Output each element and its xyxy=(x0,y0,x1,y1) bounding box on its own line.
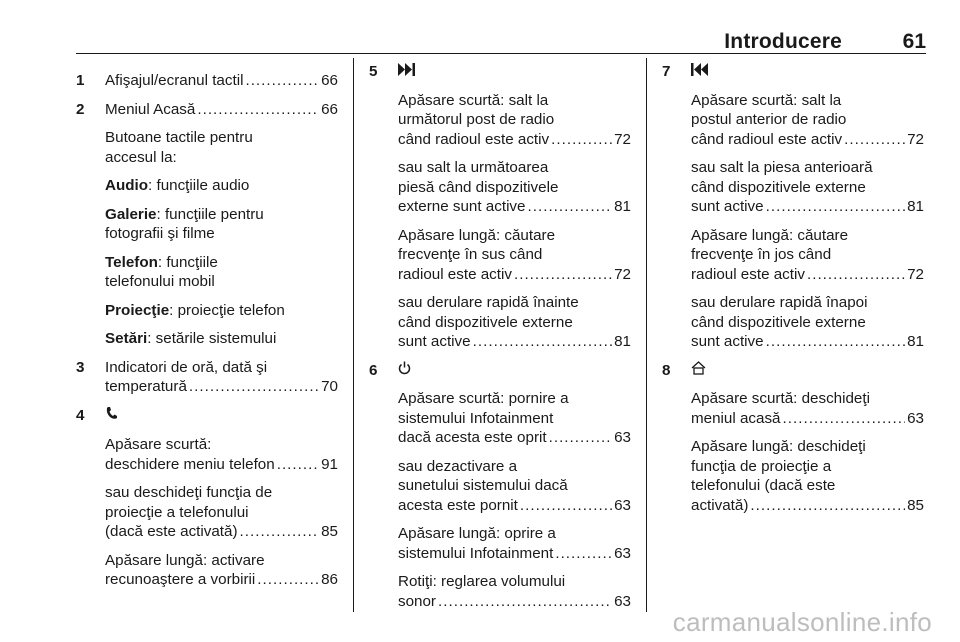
description-paragraph xyxy=(105,435,338,474)
entry-text xyxy=(105,100,195,120)
text-line xyxy=(398,313,631,333)
legend-number: 3 xyxy=(76,358,85,376)
line-text: Apăsare scurtă: xyxy=(105,436,212,453)
entry-text xyxy=(105,254,218,271)
legend-number: 7 xyxy=(662,63,671,80)
toc-entry xyxy=(398,197,631,217)
entry-text xyxy=(398,246,542,263)
page-reference: 70 xyxy=(321,378,338,395)
line-text: telefonului mobil xyxy=(105,273,215,290)
description-paragraph xyxy=(691,389,924,428)
text-line xyxy=(691,313,924,333)
line-text: sau derulare rapidă înainte xyxy=(398,294,579,311)
bold-term: Setări xyxy=(105,330,148,347)
legend-number: 8 xyxy=(662,361,671,379)
text-line xyxy=(105,301,338,321)
page-reference: 72 xyxy=(907,265,924,283)
line-text: sistemului Infotainment xyxy=(398,409,554,427)
line-text: (dacă este activată) xyxy=(105,523,238,540)
dot-leader xyxy=(473,332,612,352)
toc-entry xyxy=(691,130,924,150)
description-paragraph xyxy=(398,91,631,150)
entry-text xyxy=(691,314,866,331)
line-text: când dispozitivele externe xyxy=(691,178,866,196)
dot-leader xyxy=(750,496,905,516)
legend-item-7 xyxy=(662,62,924,352)
watermark: carmanualsonline.info xyxy=(672,607,932,637)
line-text: dacă acesta este oprit xyxy=(398,429,547,446)
text-line xyxy=(105,253,338,273)
entry-text xyxy=(691,294,867,311)
line-text: Apăsare lungă: deschideţi xyxy=(691,438,866,455)
description-paragraph xyxy=(105,329,338,349)
toc-entry xyxy=(105,455,338,475)
toc-entry xyxy=(105,570,338,590)
line-text: : funcţiile pentru xyxy=(156,205,264,223)
text-line xyxy=(691,110,924,130)
line-text: Apăsare lungă: oprire a xyxy=(398,525,556,542)
entry-text xyxy=(105,455,275,475)
text-line xyxy=(691,389,924,409)
line-text: activată) xyxy=(691,496,749,514)
legend-number: 2 xyxy=(76,100,85,118)
entry-text xyxy=(398,592,436,612)
entry-text xyxy=(398,314,573,331)
dot-leader xyxy=(766,332,905,352)
line-text: accesul la: xyxy=(105,148,177,166)
text-line xyxy=(398,293,631,313)
column-3 xyxy=(662,62,924,524)
bold-term: Proiecţie xyxy=(105,301,170,319)
text-line xyxy=(398,389,631,409)
text-line xyxy=(691,226,924,246)
page-reference: 81 xyxy=(614,198,631,215)
dot-leader xyxy=(514,265,612,285)
line-text: Apăsare scurtă: pornire a xyxy=(398,390,569,407)
line-text: sau salt la piesa anterioară xyxy=(691,159,873,176)
line-text: Indicatori de oră, dată şi xyxy=(105,358,268,376)
text-line xyxy=(105,205,338,225)
dot-leader xyxy=(527,197,612,217)
entry-text xyxy=(398,458,517,475)
text-line xyxy=(398,476,631,496)
line-text: meniul acasă xyxy=(691,409,781,427)
line-text: când dispozitivele externe xyxy=(398,313,573,331)
entry-text xyxy=(398,159,548,176)
legend-item-2 xyxy=(76,100,338,349)
line-text: Apăsare scurtă: salt la xyxy=(398,91,549,109)
entry-text xyxy=(691,332,764,352)
line-text: sistemului Infotainment xyxy=(398,544,554,562)
entry-text xyxy=(691,159,873,176)
page-reference: 72 xyxy=(614,265,631,283)
line-text: radioul este activ xyxy=(691,265,805,283)
entry-text xyxy=(398,197,525,217)
line-text: Apăsare scurtă: deschideţi xyxy=(691,390,870,407)
text-line xyxy=(691,178,924,198)
entry-text xyxy=(398,332,471,352)
entry-text xyxy=(105,570,255,590)
toc-entry xyxy=(691,332,924,352)
column-divider-1 xyxy=(353,58,354,612)
line-text: sau salt la următoarea xyxy=(398,159,549,176)
text-line xyxy=(105,128,338,148)
line-text: telefonului (dacă este xyxy=(691,477,836,494)
text-line xyxy=(398,524,631,544)
entry-text xyxy=(105,177,249,194)
entry-text xyxy=(398,410,553,427)
legend-item-8 xyxy=(662,361,924,516)
header-rule xyxy=(76,53,926,54)
column-divider-2 xyxy=(646,58,647,612)
page-reference: 91 xyxy=(321,455,338,473)
toc-entry xyxy=(398,544,631,564)
line-text: piesă când dispozitivele xyxy=(398,178,559,196)
toc-entry xyxy=(105,522,338,542)
bold-term: Telefon xyxy=(105,253,158,271)
text-line xyxy=(105,435,338,455)
entry-text xyxy=(691,179,866,196)
entry-text xyxy=(105,302,285,319)
description-paragraph xyxy=(691,158,924,217)
legend-number: 6 xyxy=(369,361,378,379)
page-reference: 85 xyxy=(321,523,338,540)
toc-entry xyxy=(105,100,338,120)
line-text: : funcţiile xyxy=(157,253,218,271)
dot-leader xyxy=(245,71,319,91)
page-reference: 81 xyxy=(614,333,631,350)
line-text: : funcţiile audio xyxy=(148,177,250,194)
line-text: când radioul este activ xyxy=(398,130,550,148)
page-reference: 66 xyxy=(321,72,338,89)
entry-text xyxy=(691,111,846,128)
line-text: proiecţie a telefonului xyxy=(105,503,249,521)
description-paragraph xyxy=(105,551,338,590)
toc-entry xyxy=(691,409,924,429)
text-line xyxy=(105,503,338,523)
entry-text xyxy=(398,227,555,244)
entry-text xyxy=(398,265,512,285)
page-reference: 81 xyxy=(907,333,924,350)
text-line xyxy=(691,476,924,496)
text-line xyxy=(691,437,924,457)
line-text: Apăsare lungă: căutare xyxy=(398,226,556,244)
entry-text xyxy=(398,111,554,128)
text-line xyxy=(398,91,631,111)
next-track-icon xyxy=(398,62,416,82)
entry-text xyxy=(398,525,556,542)
line-text: Rotiţi: reglarea volumului xyxy=(398,573,566,590)
line-text: Apăsare lungă: activare xyxy=(105,551,265,569)
line-text: externe sunt active xyxy=(398,198,526,215)
text-line xyxy=(105,329,338,349)
legend-number: 5 xyxy=(369,63,378,80)
text-line xyxy=(105,551,338,571)
entry-text xyxy=(398,544,553,564)
phone-icon xyxy=(105,406,117,426)
line-text: : proiecţie telefon xyxy=(169,301,285,319)
text-line xyxy=(398,457,631,477)
entry-text xyxy=(105,129,253,146)
toc-entry xyxy=(398,592,631,612)
line-text: sunt active xyxy=(398,333,471,350)
line-text: Apăsare scurtă: salt la xyxy=(691,91,842,109)
entry-text xyxy=(105,522,238,542)
line-text: radioul este activ xyxy=(398,265,512,283)
description-paragraph xyxy=(105,100,338,120)
page-reference: 63 xyxy=(614,429,631,446)
entry-text xyxy=(398,130,549,150)
line-text: când dispozitivele externe xyxy=(691,313,866,331)
page-reference: 63 xyxy=(907,409,924,427)
entry-text xyxy=(105,359,267,376)
page-reference: 72 xyxy=(614,130,631,148)
bold-term: Audio xyxy=(105,177,149,194)
text-line xyxy=(105,483,338,503)
line-text: sunt active xyxy=(691,198,764,215)
entry-text xyxy=(691,246,831,263)
text-line xyxy=(691,91,924,111)
text-line xyxy=(691,245,924,265)
entry-text xyxy=(105,552,265,569)
text-line xyxy=(105,224,338,244)
line-text: deschidere meniu telefon xyxy=(105,455,275,473)
toc-entry xyxy=(398,428,631,448)
description-paragraph xyxy=(105,358,338,397)
text-line xyxy=(105,148,338,168)
entry-text xyxy=(105,484,272,501)
text-line xyxy=(398,409,631,429)
text-line xyxy=(691,293,924,313)
text-line xyxy=(398,245,631,265)
previous-track-icon xyxy=(691,62,709,82)
entry-text xyxy=(691,477,835,494)
text-line xyxy=(398,110,631,130)
description-paragraph xyxy=(691,437,924,515)
legend-number: 1 xyxy=(76,72,85,89)
toc-entry xyxy=(398,130,631,150)
text-line xyxy=(691,158,924,178)
entry-text xyxy=(398,390,569,407)
description-paragraph xyxy=(398,457,631,516)
line-text: Meniul Acasă xyxy=(105,100,196,118)
line-text: funcţia de proiecţie a xyxy=(691,457,832,475)
entry-text xyxy=(105,330,276,347)
toc-entry xyxy=(691,496,924,516)
entry-text xyxy=(105,71,243,91)
line-text: fotografii şi filme xyxy=(105,225,215,242)
description-paragraph xyxy=(398,524,631,563)
line-text: sau dezactivare a xyxy=(398,457,518,475)
entry-text xyxy=(105,206,264,223)
entry-text xyxy=(691,438,866,455)
dot-leader xyxy=(807,265,905,285)
description-paragraph xyxy=(105,253,338,292)
dot-leader xyxy=(240,522,320,542)
entry-text xyxy=(105,504,249,521)
line-text: recunoaştere a vorbirii xyxy=(105,571,256,588)
text-line xyxy=(398,572,631,592)
entry-text xyxy=(398,477,568,494)
toc-entry xyxy=(105,71,338,91)
legend-item-5 xyxy=(369,62,631,352)
text-line xyxy=(398,158,631,178)
text-line xyxy=(398,226,631,246)
entry-text xyxy=(398,428,547,448)
home-icon xyxy=(691,361,706,381)
line-text: sau deschideţi funcţia de xyxy=(105,484,273,501)
line-text: când radioul este activ xyxy=(691,130,843,148)
legend-item-3 xyxy=(76,358,338,397)
page-header-title: Introducere xyxy=(724,30,842,53)
bold-term: Galerie xyxy=(105,205,157,223)
line-text: următorul post de radio xyxy=(398,111,555,128)
entry-text xyxy=(691,496,748,516)
toc-entry xyxy=(105,377,338,397)
line-text: : setările sistemului xyxy=(147,330,277,347)
entry-text xyxy=(105,436,211,453)
line-text: Afişajul/ecranul tactil xyxy=(105,72,244,89)
entry-text xyxy=(691,390,870,407)
line-text: sunt active xyxy=(691,333,764,350)
text-line xyxy=(691,457,924,477)
description-paragraph xyxy=(105,128,338,167)
entry-text xyxy=(398,294,579,311)
entry-text xyxy=(105,225,215,242)
description-paragraph xyxy=(105,301,338,321)
entry-text xyxy=(691,458,831,475)
page-number: 61 xyxy=(902,30,926,53)
line-text: Butoane tactile pentru xyxy=(105,129,253,146)
entry-text xyxy=(105,273,215,290)
entry-text xyxy=(691,92,841,109)
description-paragraph xyxy=(105,483,338,542)
line-text: sunetului sistemului dacă xyxy=(398,477,568,494)
entry-text xyxy=(398,573,565,590)
entry-text xyxy=(691,227,848,244)
description-paragraph xyxy=(105,71,338,91)
toc-entry xyxy=(691,197,924,217)
dot-leader xyxy=(189,377,319,397)
dot-leader xyxy=(766,197,905,217)
text-line xyxy=(398,178,631,198)
page-reference: 85 xyxy=(907,496,924,514)
dot-leader xyxy=(783,409,906,429)
entry-text xyxy=(105,377,187,397)
description-paragraph xyxy=(691,91,924,150)
description-paragraph xyxy=(691,293,924,352)
power-icon xyxy=(398,361,411,381)
description-paragraph xyxy=(398,158,631,217)
dot-leader xyxy=(549,428,613,448)
entry-text xyxy=(398,92,548,109)
entry-text xyxy=(105,149,177,166)
legend-item-6 xyxy=(369,361,631,612)
legend-number: 4 xyxy=(76,406,85,424)
legend-item-4 xyxy=(76,406,338,590)
dot-leader xyxy=(844,130,905,150)
description-paragraph xyxy=(398,293,631,352)
page-reference: 63 xyxy=(614,496,631,514)
description-paragraph xyxy=(398,389,631,448)
description-paragraph xyxy=(105,176,338,196)
toc-entry xyxy=(398,265,631,285)
entry-text xyxy=(691,197,764,217)
entry-text xyxy=(691,130,842,150)
line-text: frecvenţe în jos când xyxy=(691,246,832,263)
column-2 xyxy=(369,62,631,620)
description-paragraph xyxy=(398,572,631,611)
toc-entry xyxy=(398,496,631,516)
entry-text xyxy=(691,409,781,429)
text-line xyxy=(105,176,338,196)
legend-item-1 xyxy=(76,71,338,91)
page-reference: 63 xyxy=(614,544,631,562)
dot-leader xyxy=(520,496,612,516)
line-text: sonor xyxy=(398,592,436,610)
description-paragraph xyxy=(691,226,924,285)
dot-leader xyxy=(438,592,612,612)
line-text: Apăsare lungă: căutare xyxy=(691,226,849,244)
dot-leader xyxy=(257,570,319,590)
line-text: frecvenţe în sus când xyxy=(398,246,543,263)
text-line xyxy=(105,272,338,292)
column-1 xyxy=(76,62,338,599)
page-reference: 66 xyxy=(321,100,338,118)
line-text: postul anterior de radio xyxy=(691,111,847,128)
page-reference: 63 xyxy=(614,592,631,610)
entry-text xyxy=(398,496,518,516)
page-reference: 81 xyxy=(907,198,924,215)
toc-entry xyxy=(398,332,631,352)
text-line xyxy=(105,358,338,378)
entry-text xyxy=(398,179,558,196)
page-reference: 72 xyxy=(907,130,924,148)
description-paragraph xyxy=(398,226,631,285)
line-text: temperatură xyxy=(105,378,187,395)
line-text: sau derulare rapidă înapoi xyxy=(691,294,868,311)
dot-leader xyxy=(555,544,612,564)
dot-leader xyxy=(551,130,612,150)
line-text: acesta este pornit xyxy=(398,496,518,514)
toc-entry xyxy=(691,265,924,285)
description-paragraph xyxy=(105,205,338,244)
dot-leader xyxy=(197,100,319,120)
dot-leader xyxy=(277,455,319,475)
page-reference: 86 xyxy=(321,571,338,588)
entry-text xyxy=(691,265,805,285)
